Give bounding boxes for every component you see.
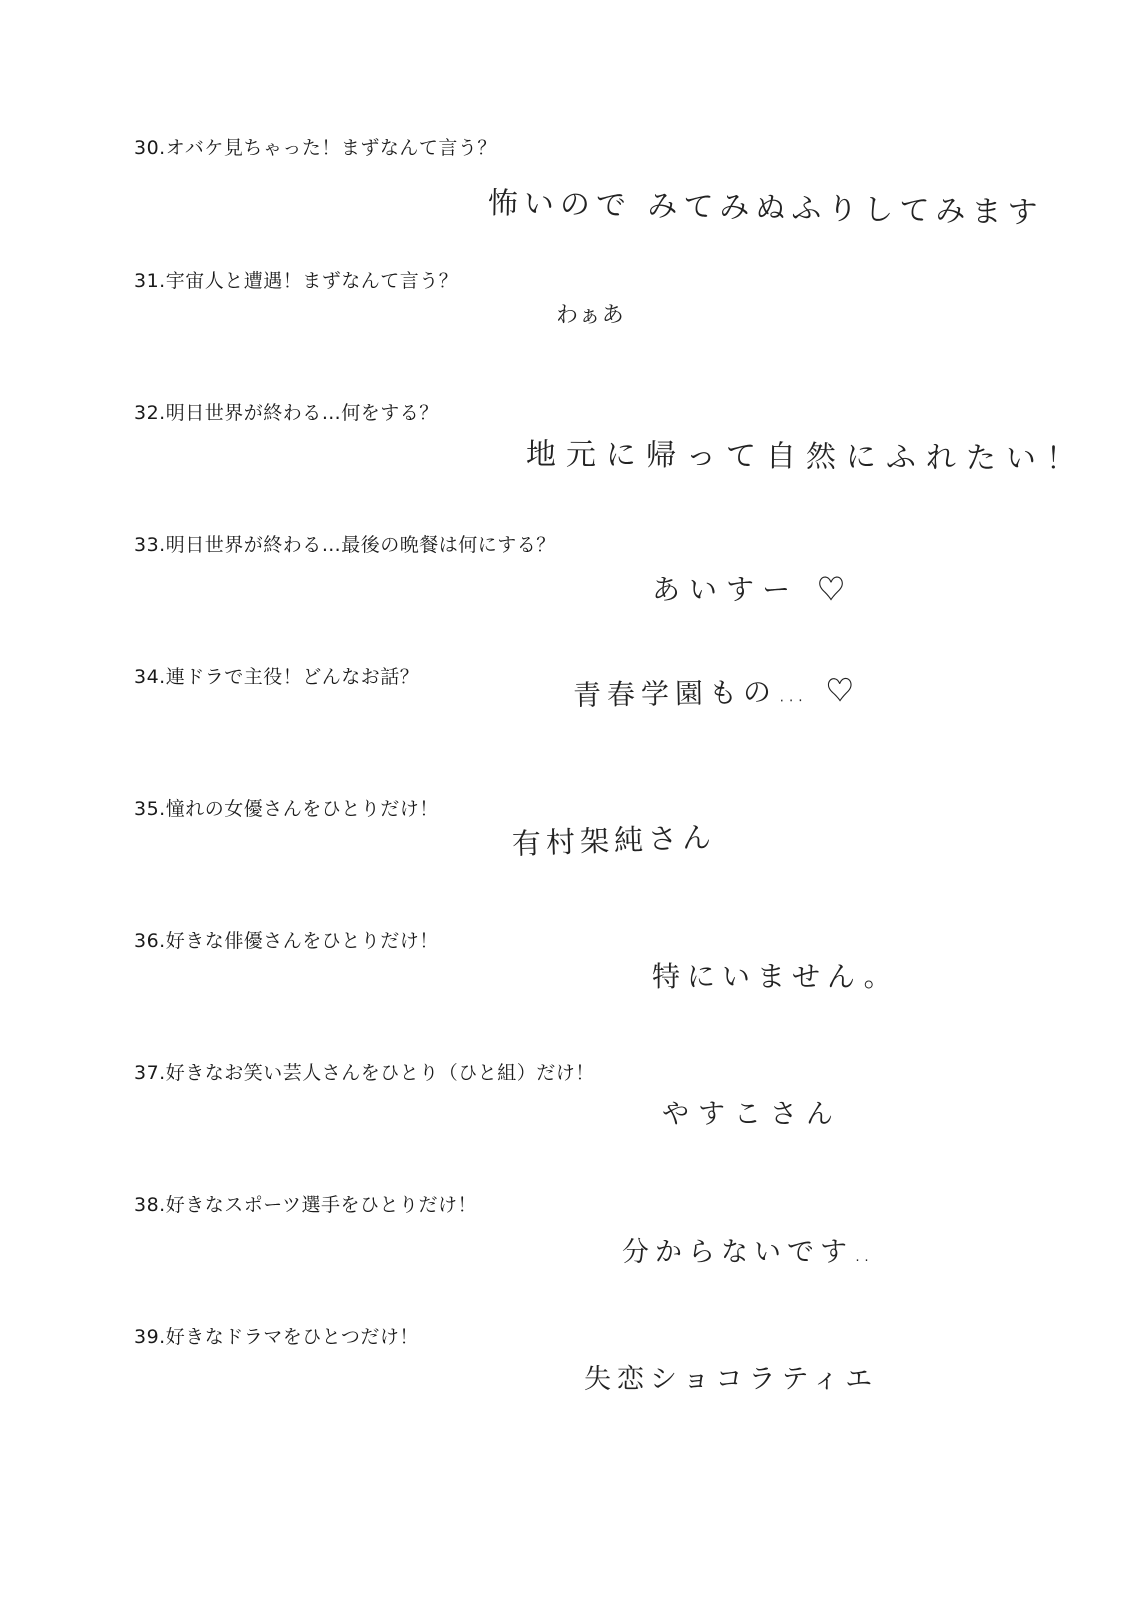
question-35: 35.憧れの女優さんをひとりだけ！ xyxy=(134,798,439,820)
answer-31-handwritten: わぁあ xyxy=(556,303,625,328)
question-30: 30.オバケ見ちゃった！まずなんて言う？ xyxy=(134,137,497,159)
question-31: 31.宇宙人と遭遇！まずなんて言う？ xyxy=(134,270,459,292)
question-33: 33.明日世界が終わる…最後の晩餐は何にする？ xyxy=(134,534,556,556)
answer-37-handwritten: やすこさん xyxy=(662,1099,842,1130)
answer-34-handwritten: 青春学園もの… ♡ xyxy=(572,673,861,712)
answer-30-handwritten: 怖いので みてみぬふりしてみます xyxy=(487,186,1044,231)
answer-35-handwritten: 有村架純さん xyxy=(511,819,717,861)
answer-36-handwritten: 特にいません。 xyxy=(652,960,899,993)
answer-32-handwritten: 地元に帰って自然にふれたい！ xyxy=(525,437,1087,477)
answer-33-handwritten: あいすー ♡ xyxy=(652,573,855,606)
question-32: 32.明日世界が終わる…何をする？ xyxy=(134,402,439,424)
question-39: 39.好きなドラマをひとつだけ！ xyxy=(134,1326,419,1348)
question-38: 38.好きなスポーツ選手をひとりだけ！ xyxy=(134,1194,477,1216)
answer-39-handwritten: 失恋ショコラティエ xyxy=(584,1364,879,1395)
question-34: 34.連ドラで主役！どんなお話？ xyxy=(134,666,420,688)
question-36: 36.好きな俳優さんをひとりだけ！ xyxy=(134,930,439,952)
answer-38-handwritten: 分からないです‥ xyxy=(622,1237,878,1268)
question-37: 37.好きなお笑い芸人さんをひとり（ひと組）だけ！ xyxy=(134,1062,595,1084)
